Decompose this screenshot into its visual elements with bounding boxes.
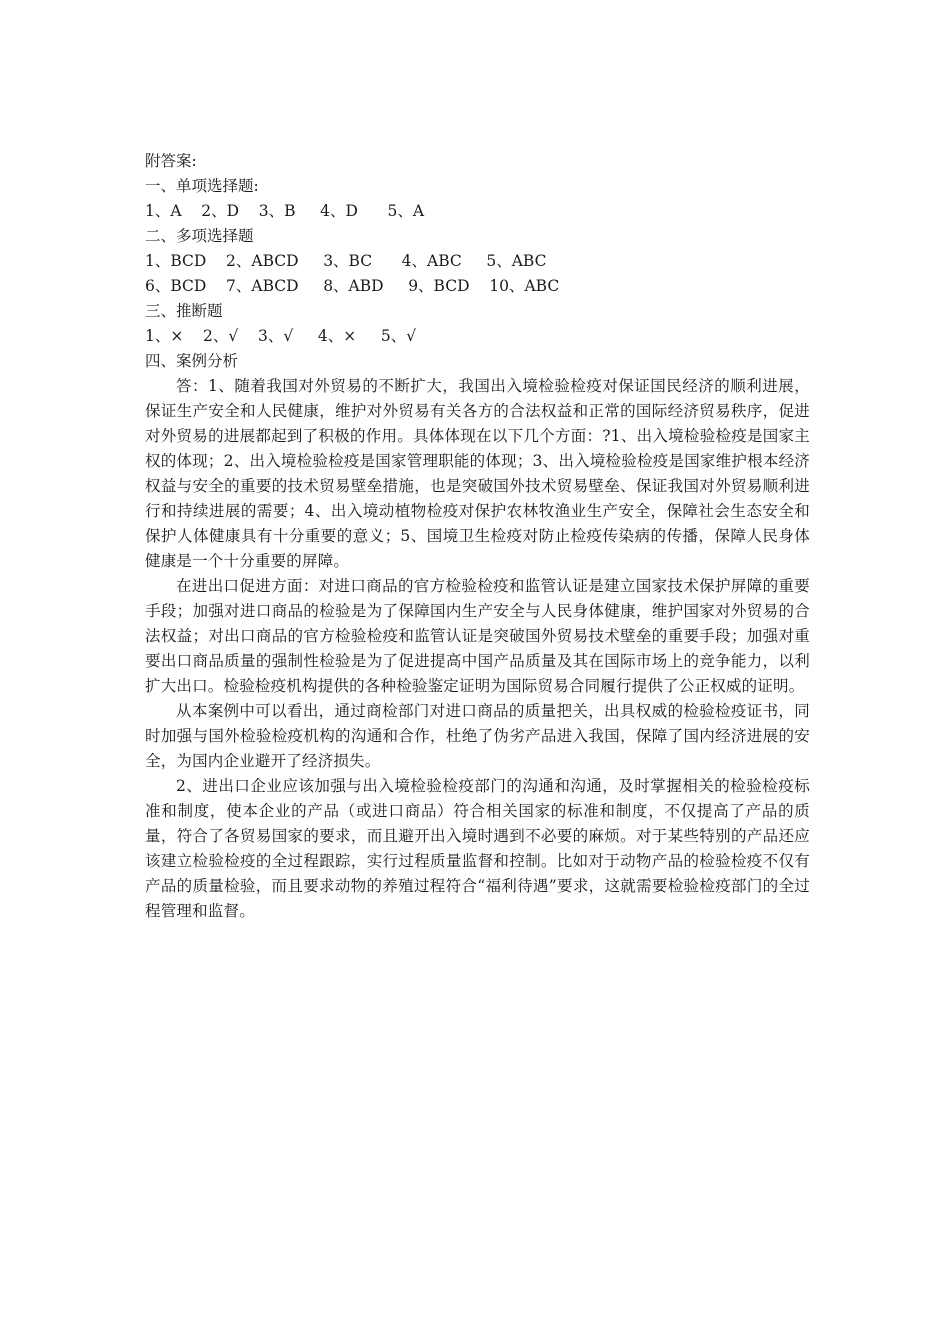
case-analysis-paragraph-3: 从本案例中可以看出，通过商检部门对进口商品的质量把关，出具权威的检验检疫证书，同时加强与国外检验检疫机构的沟通和合作，杜绝了伪劣产品进入我国，保障了国内经济进展的安全，为国内企业避开了经济损失。 [145, 702, 810, 770]
document-page [145, 149, 810, 924]
multiple-choice-answers-row1: 1、BCD 2、ABCD 3、BC 4、ABC 5、ABC [145, 252, 547, 270]
case-analysis-paragraph-1: 答：1、随着我国对外贸易的不断扩大，我国出入境检验检疫对保证国民经济的顺利进展，保证生产安全和人民健康，维护对外贸易有关各方的合法权益和正常的国际经济贸易秩序，促进对外贸易的进展都起到了积极的作用。具体体现在以下几个方面：?1、出入境检验检疫是国家主权的体现；2、出入境检验检疫是国家管理职能的体现；3、出入境检验检疫是国家维护根本经济权益与安全的重要的技术贸易壁垒措施，也是突破国外技术贸易壁垒、保证我国对外贸易顺利进行和持续进展的需要；4、出入境动植物检疫对保护农林牧渔业生产安全，保障社会生态安全和保护人体健康具有十分重要的意义；5、国境卫生检疫对防止检疫传染病的传播，保障人民身体健康是一个十分重要的屏障。 [145, 377, 810, 570]
single-choice-answers: 1、A 2、D 3、B 4、D 5、A [145, 202, 425, 220]
judgment-answers: 1、× 2、√ 3、√ 4、× 5、√ [145, 327, 417, 345]
case-analysis-paragraph-4: 2、进出口企业应该加强与出入境检验检疫部门的沟通和沟通，及时掌握相关的检验检疫标准和制度，使本企业的产品（或进口商品）符合相关国家的标准和制度，不仅提高了产品的质量，符合了各贸易国家的要求，而且避开出入境时遇到不必要的麻烦。对于某些特别的产品还应该建立检验检疫的全过程跟踪，实行过程质量监督和控制。比如对于动物产品的检验检疫不仅有产品的质量检验，而且要求动物的养殖过程符合“福利待遇”要求，这就需要检验检疫部门的全过程管理和监督。 [145, 777, 810, 920]
section-case-analysis-heading: 四、案例分析 [145, 352, 239, 370]
case-analysis-paragraph-2: 在进出口促进方面：对进口商品的官方检验检疫和监管认证是建立国家技术保护屏障的重要手段；加强对进口商品的检验是为了保障国内生产安全与人民身体健康，维护国家对外贸易的合法权益；对出口商品的官方检验检疫和监管认证是突破国外贸易技术壁垒的重要手段；加强对重要出口商品质量的强制性检验是为了促进提高中国产品质量及其在国际市场上的竞争能力，以利扩大出口。检验检疫机构提供的各种检验鉴定证明为国际贸易合同履行提供了公正权威的证明。 [145, 577, 810, 695]
section-multiple-choice-heading: 二、多项选择题 [145, 227, 254, 245]
section-single-choice-heading: 一、单项选择题: [145, 177, 259, 195]
answers-title: 附答案: [145, 152, 197, 170]
section-judgment-heading: 三、推断题 [145, 302, 223, 320]
multiple-choice-answers-row2: 6、BCD 7、ABCD 8、ABD 9、BCD 10、ABC [145, 277, 560, 295]
